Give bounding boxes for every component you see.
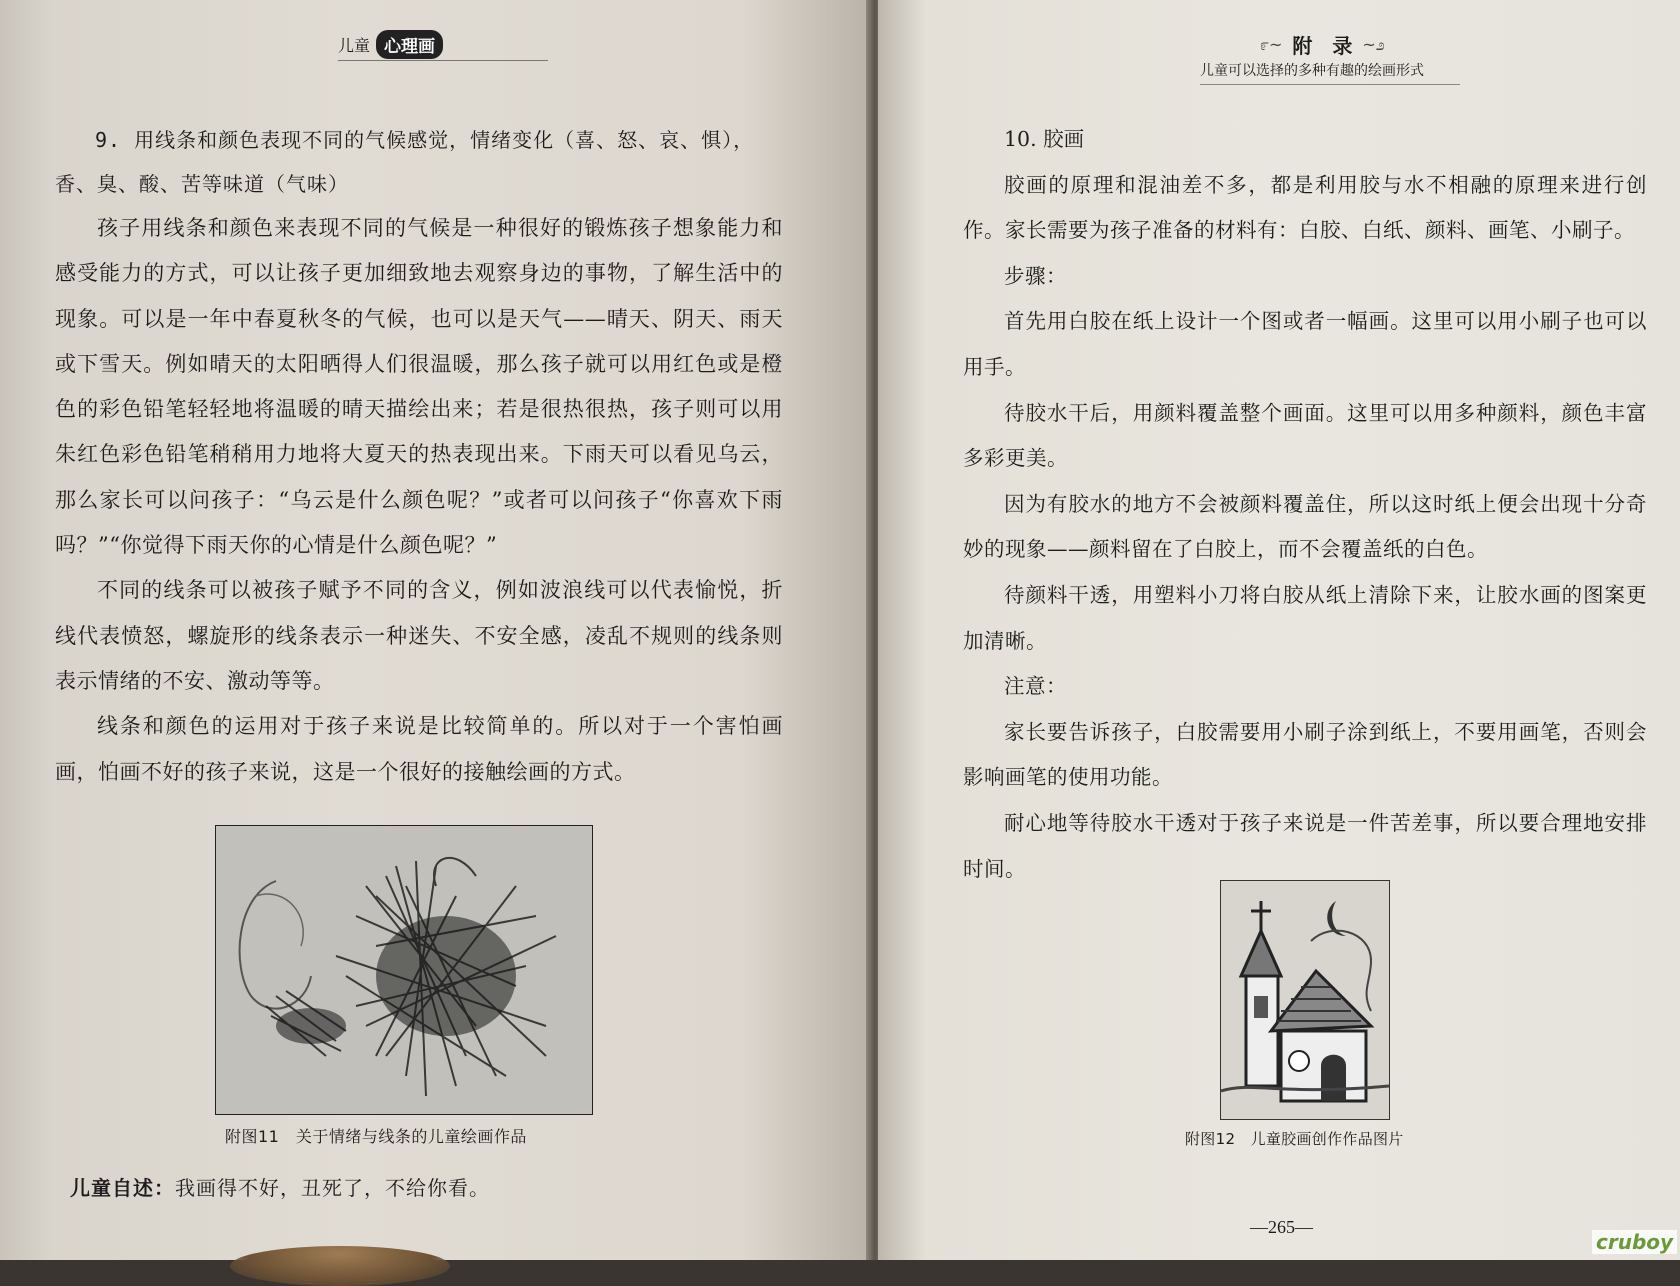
child-statement-text: 我画得不好，丑死了，不给你看。 [175, 1176, 490, 1200]
header-text: 儿童 [338, 36, 371, 55]
figure-11-caption: 附图11 关于情绪与线条的儿童绘画作品 [225, 1127, 527, 1146]
paragraph: 胶画的原理和混油差不多，都是利用胶与水不相融的原理来进行创作。家长需要为孩子准备的材料有：白胶、白纸、颜料、画笔、小刷子。 [963, 172, 1647, 243]
ornament-left-icon: ೯~ [1260, 34, 1283, 54]
paragraph: 待颜料干透，用塑料小刀将白胶从纸上清除下来，让胶水画的图案更加清晰。 [963, 582, 1647, 653]
paragraph: 家长要告诉孩子，白胶需要用小刷子涂到纸上，不要用画笔，否则会影响画笔的使用功能。 [963, 719, 1647, 790]
section-heading-10: 10. 胶画 [1004, 127, 1085, 151]
right-body-text [963, 117, 1647, 892]
paragraph: 待胶水干后，用颜料覆盖整个画面。这里可以用多种颜料，颜色丰富多彩更美。 [963, 400, 1647, 471]
header-rule [1200, 84, 1460, 85]
notes-label: 注意： [1004, 674, 1067, 699]
scribble-drawing-image [216, 826, 592, 1114]
ornament-right-icon: ~೨ [1362, 34, 1385, 54]
paragraph: 不同的线条可以被孩子赋予不同的含义，例如波浪线可以代表愉悦，折线代表愤怒，螺旋形的线条表示一种迷失、不安全感，凌乱不规则的线条则表示情绪的不安、激动等等。 [55, 578, 783, 693]
paragraph: 耐心地等待胶水干透对于孩子来说是一件苦差事，所以要合理地安排时间。 [963, 810, 1647, 881]
figure-11-scribble-drawing [215, 825, 593, 1115]
paragraph: 因为有胶水的地方不会被颜料覆盖住，所以这时纸上便会出现十分奇妙的现象——颜料留在了白胶上，而不会覆盖纸的白色。 [963, 491, 1647, 562]
house-drawing-image [1221, 881, 1389, 1119]
page-number: —265— [1250, 1217, 1313, 1237]
figure-12-caption: 附图12 儿童胶画创作作品图片 [1185, 1130, 1404, 1148]
right-running-header-title [1260, 30, 1385, 59]
right-running-header-subtitle: 儿童可以选择的多种有趣的绘画形式 [1200, 63, 1424, 79]
paragraph: 孩子用线条和颜色来表现不同的气候是一种很好的锻炼孩子想象能力和感受能力的方式，可以让孩子更加细致地去观察身边的事物，了解生活中的现象。可以是一年中春夏秋冬的气候，也可以是天气——晴天、阴天、雨天或下雪天。例如晴天的太阳晒得人们很温暖，那么孩子就可以用红色或是橙色的彩色铅笔轻轻地将温暖的晴天描绘出来；若是很热很热，孩子则可以用朱红色彩色铅笔稍稍用力地将大夏天的热表现出来。下雨天可以看见乌云，那么家长可以问孩子：“乌云是什么颜色呢？”或者可以问孩子“你喜欢下雨吗？”“你觉得下雨天你的心情是什么颜色呢？” [55, 216, 783, 558]
watermark: cruboy [1592, 1230, 1677, 1254]
header-rule [338, 60, 548, 61]
section-heading-9: 9. 用线条和颜色表现不同的气候感觉，情绪变化（喜、怒、哀、惧），香、臭、酸、苦等味道（气味） [55, 128, 755, 196]
left-body-text [55, 118, 783, 795]
left-running-header [338, 30, 443, 59]
child-statement [70, 1172, 490, 1201]
figure-12-glue-painting [1220, 880, 1390, 1120]
steps-label: 步骤： [1004, 263, 1067, 288]
header-badge: 心理画 [376, 30, 443, 59]
header-title: 附 录 [1292, 34, 1353, 58]
desk-object [230, 1246, 450, 1286]
child-statement-label: 儿童自述： [70, 1176, 175, 1200]
paragraph: 线条和颜色的运用对于孩子来说是比较简单的。所以对于一个害怕画画，怕画不好的孩子来说，这是一个很好的接触绘画的方式。 [55, 714, 783, 784]
paragraph: 首先用白胶在纸上设计一个图或者一幅画。这里可以用小刷子也可以用手。 [963, 309, 1647, 379]
